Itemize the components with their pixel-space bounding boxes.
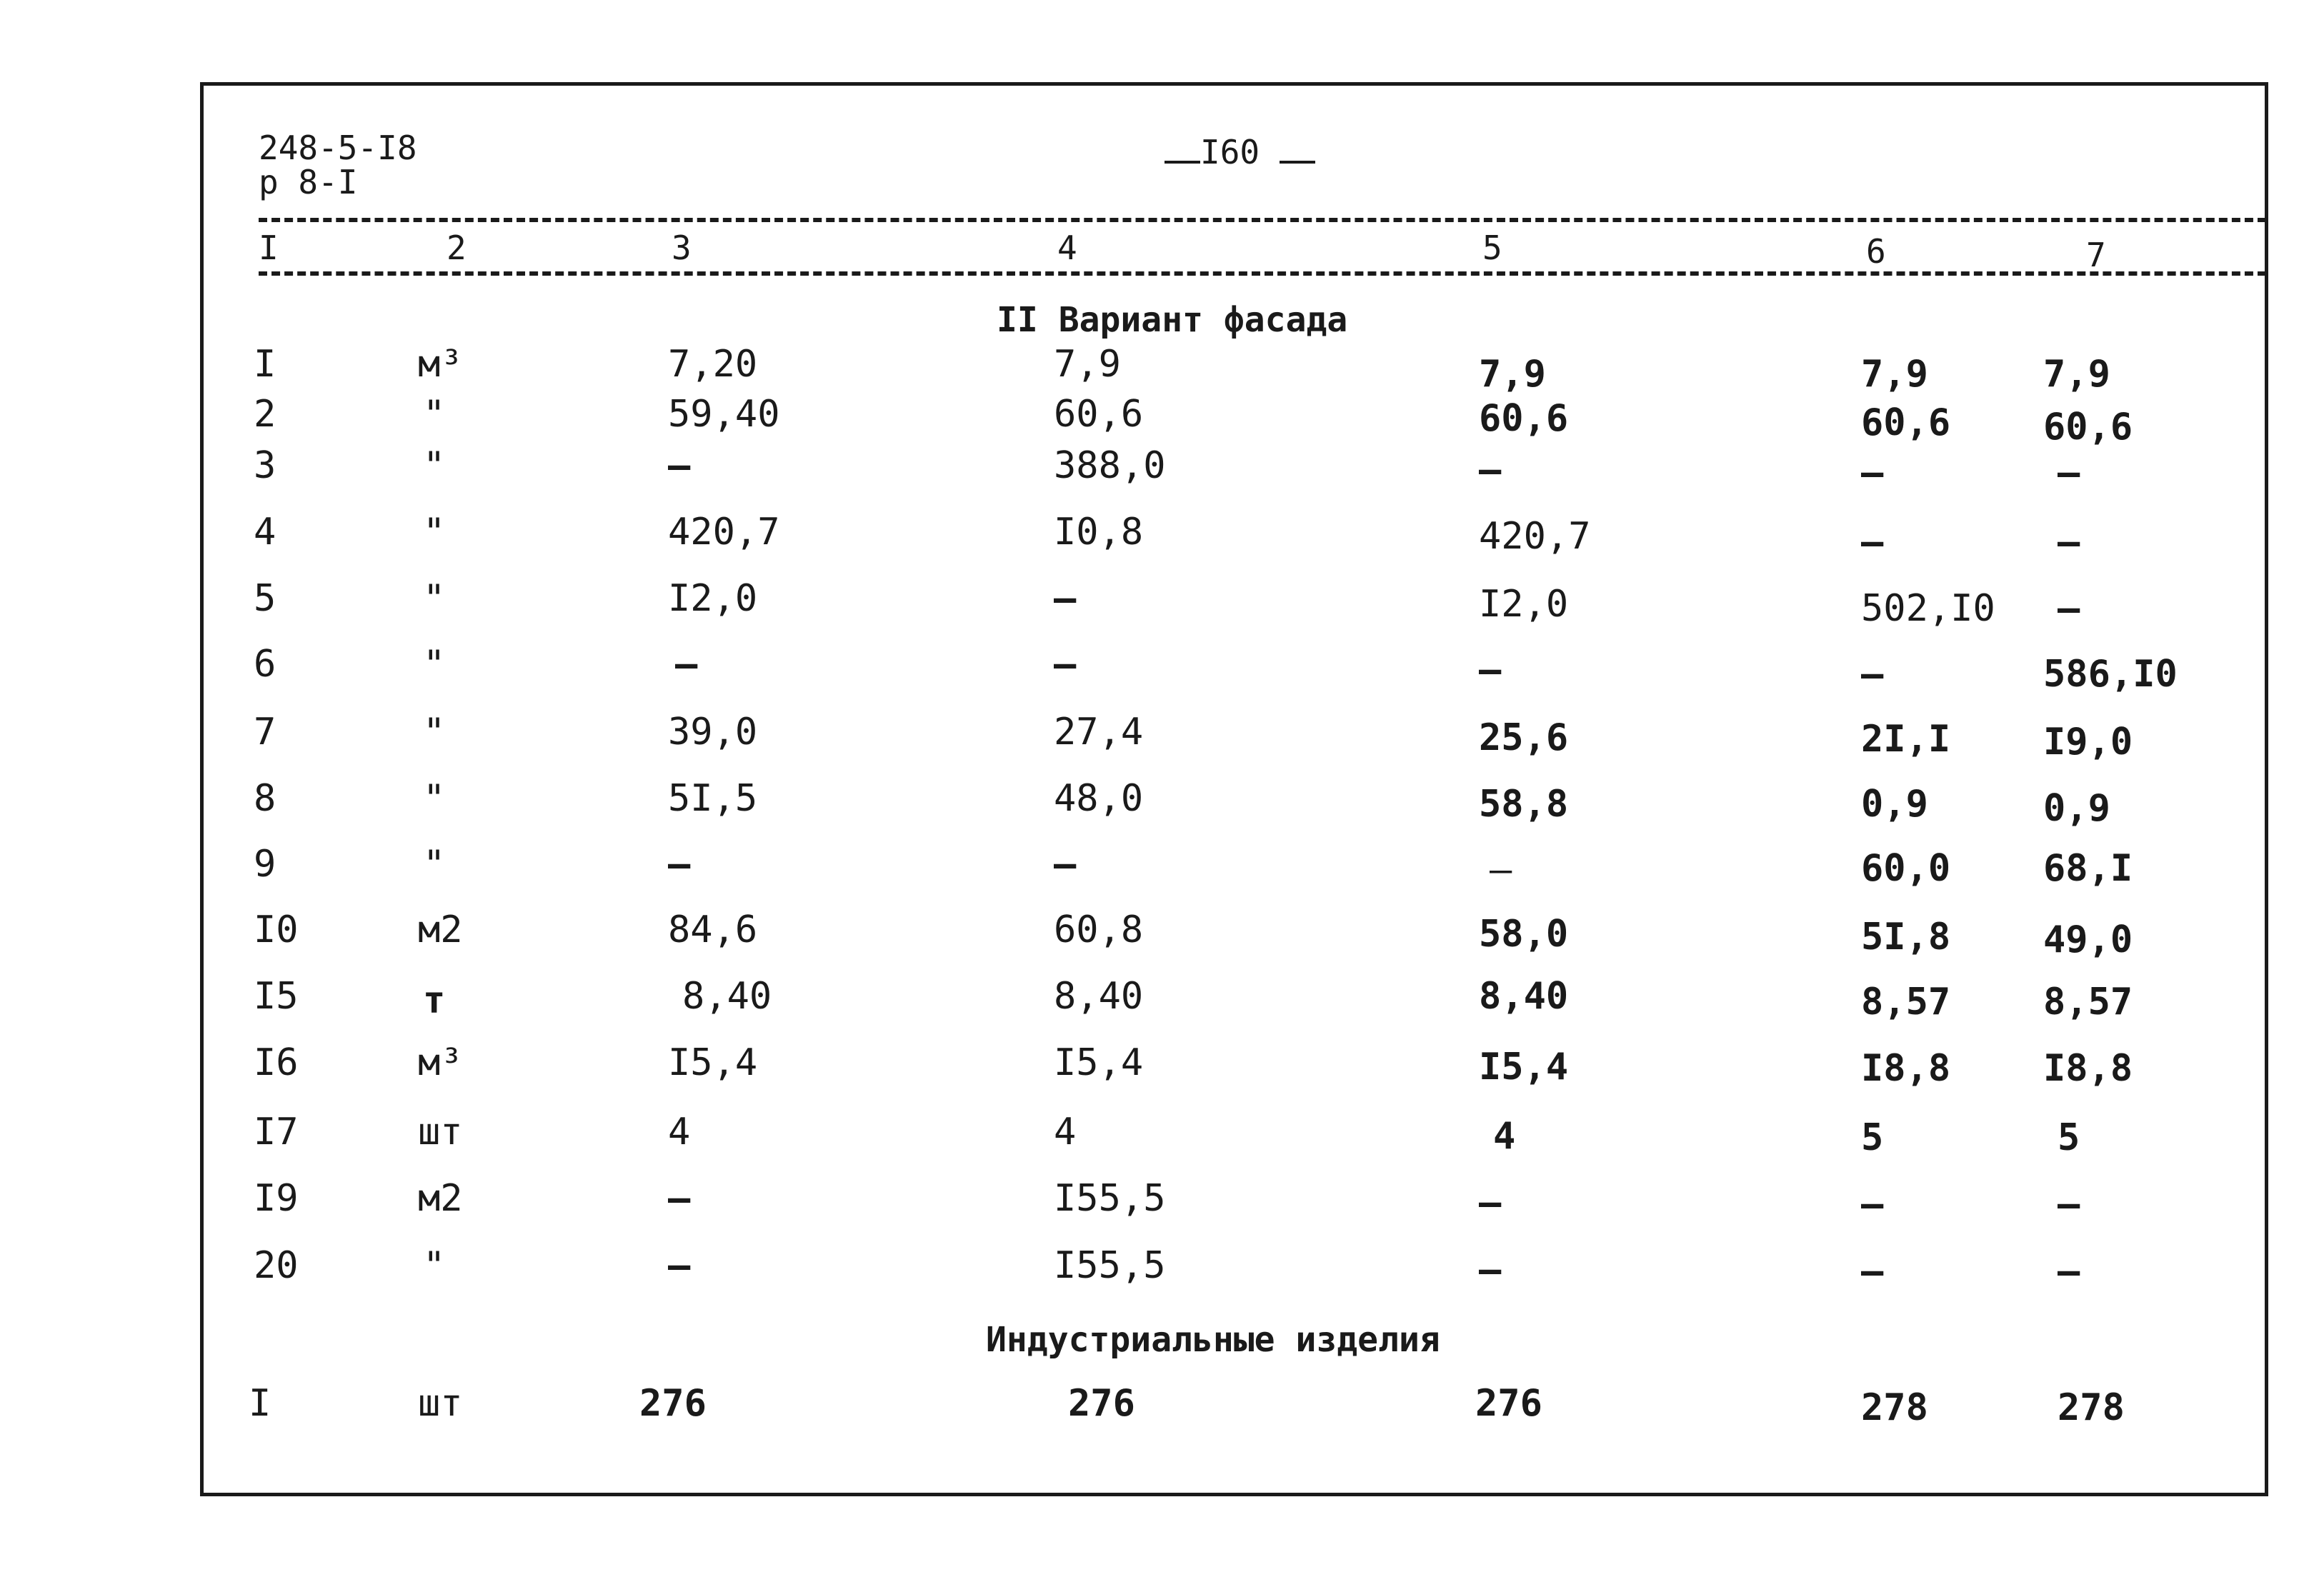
value-cell: I55,5 bbox=[1054, 1244, 1166, 1287]
row-number: I0 bbox=[254, 908, 299, 951]
unit-cell: м³ bbox=[418, 1041, 463, 1084]
row-number: I5 bbox=[254, 975, 299, 1018]
value-cell: – bbox=[1861, 653, 1884, 696]
value-cell: – bbox=[668, 1177, 691, 1220]
row-number: I9 bbox=[254, 1177, 299, 1220]
value-cell: 60,6 bbox=[1861, 401, 1951, 444]
value-cell: 4 bbox=[1493, 1115, 1516, 1158]
value-cell: I2,0 bbox=[1479, 583, 1569, 626]
value-cell: 68,I bbox=[2043, 847, 2133, 890]
unit-cell: " bbox=[423, 1244, 446, 1287]
value-cell: – bbox=[2058, 1250, 2080, 1293]
value-cell: I55,5 bbox=[1054, 1177, 1166, 1220]
value-cell: 276 bbox=[1475, 1382, 1542, 1425]
value-cell: 7,9 bbox=[2043, 353, 2110, 396]
value-cell: – bbox=[1861, 521, 1884, 564]
value-cell: I5,4 bbox=[1479, 1046, 1569, 1088]
value-cell: 276 bbox=[1068, 1382, 1135, 1425]
unit-cell: т bbox=[423, 979, 446, 1022]
unit-cell: " bbox=[423, 711, 446, 754]
value-cell: 388,0 bbox=[1054, 444, 1166, 487]
unit-cell: м³ bbox=[418, 343, 463, 386]
value-cell: – bbox=[2058, 521, 2080, 564]
row-number: I6 bbox=[254, 1041, 299, 1084]
row-number: 9 bbox=[254, 843, 276, 886]
row-number: 3 bbox=[254, 444, 276, 487]
value-cell: 586,I0 bbox=[2043, 653, 2178, 696]
table-row bbox=[0, 343, 2324, 396]
table-row bbox=[0, 577, 2324, 630]
value-cell: 278 bbox=[1861, 1386, 1928, 1429]
value-cell: – bbox=[668, 444, 691, 487]
value-cell: – bbox=[1054, 843, 1077, 886]
value-cell: I8,8 bbox=[1861, 1047, 1951, 1090]
value-cell: – bbox=[1861, 451, 1884, 494]
unit-cell: м2 bbox=[418, 1177, 463, 1220]
column-header: 6 bbox=[1866, 232, 1886, 271]
row-number: I bbox=[254, 343, 276, 386]
value-cell: – bbox=[668, 1244, 691, 1287]
value-cell: 8,57 bbox=[1861, 981, 1951, 1023]
table-row bbox=[0, 643, 2324, 696]
value-cell: 278 bbox=[2058, 1386, 2125, 1429]
value-cell: 5 bbox=[2058, 1116, 2080, 1159]
row-number: 8 bbox=[254, 777, 276, 820]
row-number: I7 bbox=[254, 1111, 299, 1153]
unit-cell: " bbox=[423, 511, 446, 554]
value-cell: 7,20 bbox=[668, 343, 758, 386]
value-cell: 5I,8 bbox=[1861, 916, 1951, 958]
table-row bbox=[0, 444, 2324, 494]
column-header: 3 bbox=[672, 229, 692, 267]
header-bottom-rule bbox=[259, 271, 2266, 276]
value-cell: 58,8 bbox=[1479, 783, 1569, 826]
value-cell: – bbox=[1479, 1248, 1502, 1291]
header-top-rule bbox=[259, 218, 2266, 222]
value-cell: 49,0 bbox=[2043, 918, 2133, 961]
column-header: 7 bbox=[2086, 236, 2106, 274]
value-cell: 4 bbox=[668, 1111, 691, 1153]
value-cell: – bbox=[1054, 643, 1077, 686]
doc-code: 248-5-I8 bbox=[259, 129, 417, 167]
value-cell: 27,4 bbox=[1054, 711, 1144, 754]
doc-sub: р 8-I bbox=[259, 163, 358, 201]
table-row bbox=[0, 393, 2324, 449]
table-row bbox=[0, 511, 2324, 564]
value-cell: 48,0 bbox=[1054, 777, 1144, 820]
unit-cell: " bbox=[423, 444, 446, 487]
table-row bbox=[0, 1041, 2324, 1090]
table-row bbox=[0, 1382, 2324, 1429]
row-number: 2 bbox=[254, 393, 276, 436]
page-number: I60 bbox=[1165, 136, 1315, 169]
value-cell: – bbox=[1479, 649, 1502, 691]
value-cell: – bbox=[1861, 1250, 1884, 1293]
row-number: 6 bbox=[254, 643, 276, 686]
value-cell: 60,6 bbox=[1479, 397, 1569, 440]
value-cell: – bbox=[675, 643, 698, 686]
table-row bbox=[0, 1244, 2324, 1293]
value-cell: 5I,5 bbox=[668, 777, 758, 820]
column-header: 4 bbox=[1057, 229, 1077, 267]
value-cell: I0,8 bbox=[1054, 511, 1144, 554]
unit-cell: шт bbox=[418, 1382, 463, 1425]
value-cell: 276 bbox=[639, 1382, 707, 1425]
table-row bbox=[0, 1111, 2324, 1159]
value-cell: I5,4 bbox=[1054, 1041, 1144, 1084]
value-cell: 8,57 bbox=[2043, 981, 2133, 1023]
value-cell: 8,40 bbox=[1479, 975, 1569, 1018]
table-row bbox=[0, 908, 2324, 961]
value-cell: 60,8 bbox=[1054, 908, 1144, 951]
table-row bbox=[0, 843, 2324, 891]
row-number: 4 bbox=[254, 511, 276, 554]
value-cell: 58,0 bbox=[1479, 913, 1569, 956]
value-cell: 7,9 bbox=[1479, 353, 1546, 396]
section-heading-industrial: Индустриальные изделия bbox=[986, 1320, 1440, 1360]
value-cell: – bbox=[1054, 577, 1077, 620]
value-cell: – bbox=[1479, 1181, 1502, 1224]
column-header: 2 bbox=[447, 229, 467, 267]
table-row bbox=[0, 711, 2324, 764]
row-number: I bbox=[249, 1382, 271, 1425]
row-number: 7 bbox=[254, 711, 276, 754]
column-header: 5 bbox=[1482, 229, 1502, 267]
value-cell: 4 bbox=[1054, 1111, 1077, 1153]
value-cell: I8,8 bbox=[2043, 1047, 2133, 1090]
value-cell: 60,0 bbox=[1861, 847, 1951, 890]
section-heading-facade: II Вариант фасада bbox=[997, 300, 1348, 340]
unit-cell: " bbox=[423, 577, 446, 620]
unit-cell: м2 bbox=[418, 908, 463, 951]
value-cell: – bbox=[1490, 848, 1512, 891]
unit-cell: " bbox=[423, 643, 446, 686]
table-row bbox=[0, 777, 2324, 830]
value-cell: – bbox=[668, 843, 691, 886]
table-row bbox=[0, 975, 2324, 1023]
value-cell: I5,4 bbox=[668, 1041, 758, 1084]
value-cell: 8,40 bbox=[682, 975, 772, 1018]
unit-cell: " bbox=[423, 843, 446, 886]
value-cell: 420,7 bbox=[1479, 515, 1591, 558]
value-cell: 420,7 bbox=[668, 511, 780, 554]
value-cell: 7,9 bbox=[1861, 353, 1928, 396]
row-number: 20 bbox=[254, 1244, 299, 1287]
value-cell: 84,6 bbox=[668, 908, 758, 951]
value-cell: 0,9 bbox=[1861, 783, 1928, 826]
column-header: I bbox=[259, 229, 279, 267]
row-number: 5 bbox=[254, 577, 276, 620]
value-cell: 502,I0 bbox=[1861, 587, 1995, 630]
value-cell: 60,6 bbox=[2043, 406, 2133, 449]
value-cell: – bbox=[1479, 449, 1502, 491]
value-cell: – bbox=[1861, 1183, 1884, 1226]
value-cell: 0,9 bbox=[2043, 787, 2110, 830]
value-cell: 2I,I bbox=[1861, 718, 1951, 761]
value-cell: I2,0 bbox=[668, 577, 758, 620]
unit-cell: " bbox=[423, 393, 446, 436]
value-cell: 39,0 bbox=[668, 711, 758, 754]
unit-cell: " bbox=[423, 777, 446, 820]
value-cell: – bbox=[2058, 587, 2080, 630]
value-cell: 7,9 bbox=[1054, 343, 1121, 386]
value-cell: 60,6 bbox=[1054, 393, 1144, 436]
value-cell: – bbox=[2058, 451, 2080, 494]
unit-cell: шт bbox=[418, 1111, 463, 1153]
table-row bbox=[0, 1177, 2324, 1226]
value-cell: 5 bbox=[1861, 1116, 1884, 1159]
value-cell: 8,40 bbox=[1054, 975, 1144, 1018]
value-cell: I9,0 bbox=[2043, 721, 2133, 764]
value-cell: 59,40 bbox=[668, 393, 780, 436]
value-cell: – bbox=[2058, 1183, 2080, 1226]
value-cell: 25,6 bbox=[1479, 716, 1569, 759]
